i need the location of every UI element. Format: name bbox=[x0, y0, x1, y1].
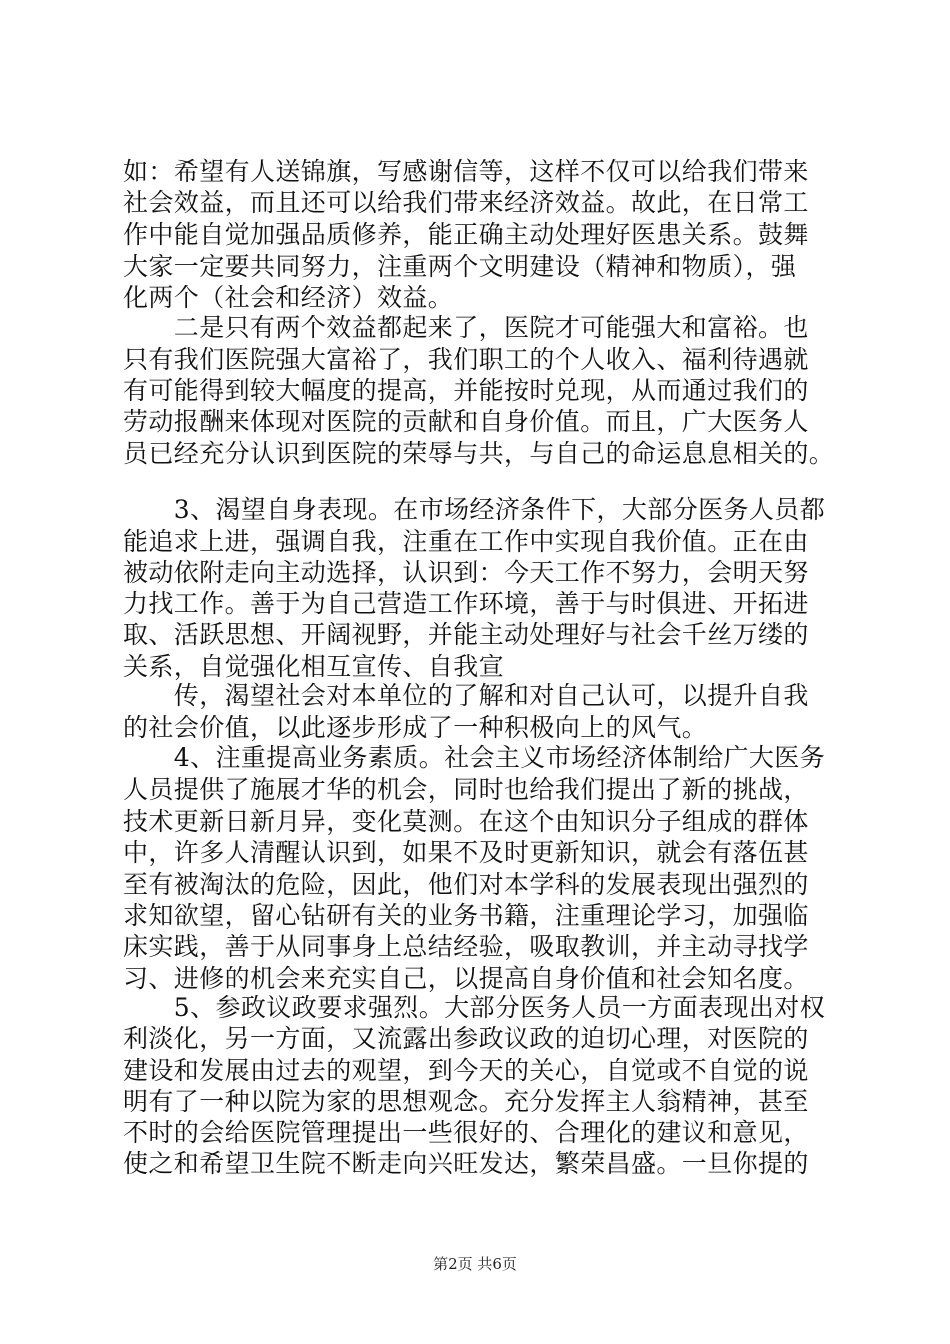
text-line: 员已经充分认识到医院的荣辱与共，与自己的命运息息相关的。 bbox=[123, 439, 835, 468]
text-line: 作中能自觉加强品质修养，能正确主动处理好医患关系。鼓舞 bbox=[123, 220, 809, 249]
text-line: 被动依附走向主动选择，认识到：今天工作不努力，会明天努 bbox=[123, 558, 809, 587]
text-line: 至有被淘汰的危险，因此，他们对本学科的发展表现出强烈的 bbox=[123, 870, 809, 899]
text-line: 取、活跃思想、开阔视野，并能主动处理好与社会千丝万缕的 bbox=[123, 620, 809, 649]
text-line: 3、渴望自身表现。在市场经济条件下，大部分医务人员都 bbox=[123, 495, 826, 524]
text-line: 5、参政议政要求强烈。大部分医务人员一方面表现出对权 bbox=[123, 993, 826, 1022]
text-line: 社会效益，而且还可以给我们带来经济效益。故此，在日常工 bbox=[123, 188, 809, 217]
text-line: 利淡化，另一方面，又流露出参政议政的迫切心理，对医院的 bbox=[123, 1024, 809, 1053]
text-line: 技术更新日新月异，变化莫测。在这个由知识分子组成的群体 bbox=[123, 807, 809, 836]
text-line: 不时的会给医院管理提出一些很好的、合理化的建议和意见， bbox=[123, 1118, 809, 1147]
text-line: 大家一定要共同努力，注重两个文明建设（精神和物质），强 bbox=[123, 252, 797, 281]
text-line: 劳动报酬来体现对医院的贡献和自身价值。而且，广大医务人 bbox=[123, 407, 809, 436]
text-line: 关系，自觉强化相互宣传、自我宣 bbox=[123, 652, 505, 681]
text-line: 能追求上进，强调自我，注重在工作中实现自我价值。正在由 bbox=[123, 527, 809, 556]
text-line: 明有了一种以院为家的思想观念。充分发挥主人翁精神，甚至 bbox=[123, 1087, 809, 1116]
text-line: 建设和发展由过去的观望，到今天的关心，自觉或不自觉的说 bbox=[123, 1056, 809, 1085]
text-line: 的社会价值，以此逐步形成了一种积极向上的风气。 bbox=[123, 713, 708, 742]
text-line: 人员提供了施展才华的机会，同时也给我们提出了新的挑战， bbox=[123, 775, 809, 804]
text-line: 二是只有两个效益都起来了，医院才可能强大和富裕。也 bbox=[123, 313, 809, 342]
text-line: 4、注重提高业务素质。社会主义市场经济体制给广大医务 bbox=[123, 743, 826, 772]
text-line: 床实践，善于从同事身上总结经验，吸取教训，并主动寻找学 bbox=[123, 932, 809, 961]
text-line: 中，许多人清醒认识到，如果不及时更新知识，就会有落伍甚 bbox=[123, 838, 809, 867]
text-line: 只有我们医院强大富裕了，我们职工的个人收入、福利待遇就 bbox=[123, 345, 809, 374]
text-line: 使之和希望卫生院不断走向兴旺发达，繁荣昌盛。一旦你提的 bbox=[123, 1149, 809, 1178]
text-line: 化两个（社会和经济）效益。 bbox=[123, 283, 454, 312]
text-line: 力找工作。善于为自己营造工作环境，善于与时俱进、开拓进 bbox=[123, 589, 809, 618]
text-line: 如：希望有人送锦旗，写感谢信等，这样不仅可以给我们带来 bbox=[123, 157, 809, 186]
text-line: 习、进修的机会来充实自己，以提高自身价值和社会知名度。 bbox=[123, 964, 809, 993]
text-line: 传，渴望社会对本单位的了解和对自己认可，以提升自我 bbox=[123, 681, 809, 710]
text-line: 有可能得到较大幅度的提高，并能按时兑现，从而通过我们的 bbox=[123, 376, 809, 405]
page-footer: 第2页 共6页 bbox=[433, 1255, 517, 1273]
text-line: 求知欲望，留心钻研有关的业务书籍，注重理论学习，加强临 bbox=[123, 901, 809, 930]
